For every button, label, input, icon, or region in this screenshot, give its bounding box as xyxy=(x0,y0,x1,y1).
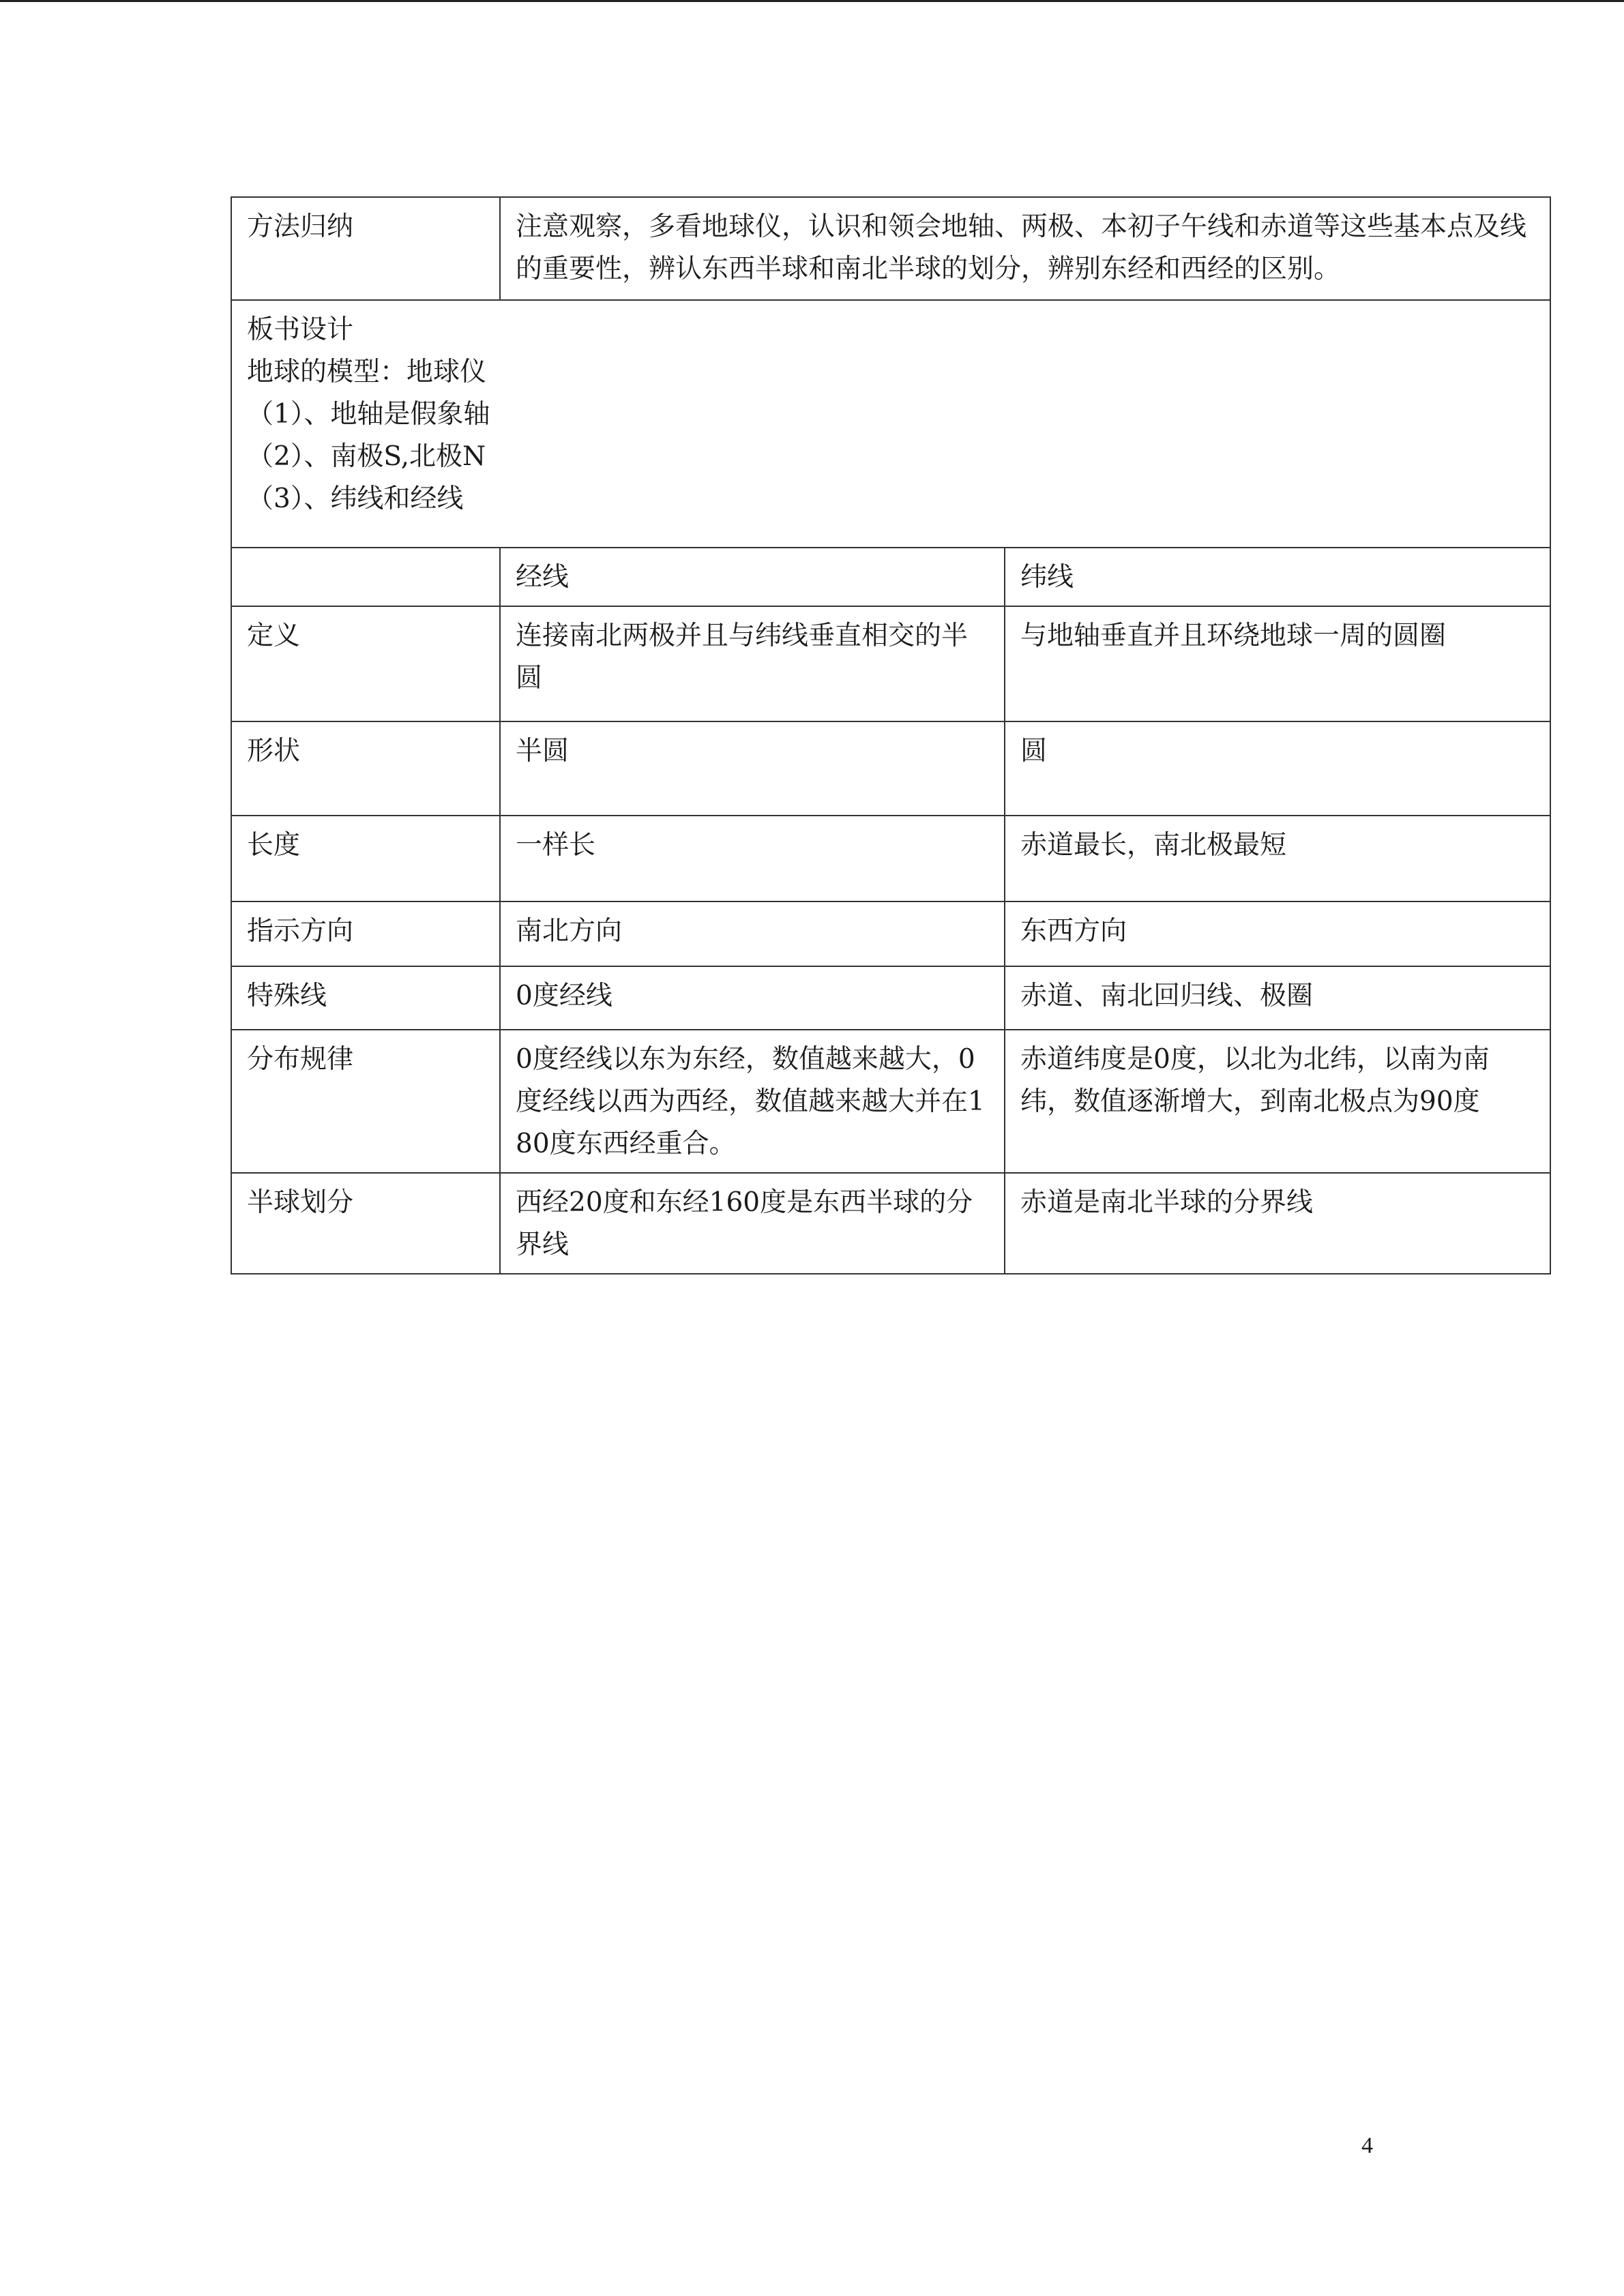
parallel-cell: 圆 xyxy=(1005,721,1550,816)
parallel-cell: 赤道、南北回归线、极圈 xyxy=(1005,966,1550,1030)
row-label: 半球划分 xyxy=(231,1173,500,1274)
parallel-cell: 赤道最长，南北极最短 xyxy=(1005,816,1550,901)
meridian-cell: 西经20度和东经160度是东西半球的分界线 xyxy=(500,1173,1005,1274)
row-label: 特殊线 xyxy=(231,966,500,1030)
board-design-line: （1）、地轴是假象轴 xyxy=(247,399,490,430)
comparison-row-hemisphere xyxy=(231,1173,1550,1274)
lesson-table xyxy=(231,196,1551,1274)
row-label: 长度 xyxy=(231,816,500,901)
parallel-cell: 赤道纬度是0度，以北为北纬，以南为南纬，数值逐渐增大，到南北极点为90度 xyxy=(1005,1030,1550,1173)
row-label: 指示方向 xyxy=(231,901,500,966)
method-summary-label: 方法归纳 xyxy=(231,197,500,300)
board-design-line: 地球的模型：地球仪 xyxy=(247,357,487,387)
meridian-cell: 连接南北两极并且与纬线垂直相交的半圆 xyxy=(500,606,1005,721)
row-label: 定义 xyxy=(231,606,500,721)
meridian-cell: 一样长 xyxy=(500,816,1005,901)
comparison-row-distribution xyxy=(231,1030,1550,1173)
parallel-cell: 东西方向 xyxy=(1005,901,1550,966)
comparison-header-parallel: 纬线 xyxy=(1005,548,1550,606)
comparison-header-row xyxy=(231,548,1550,606)
method-summary-text: 注意观察，多看地球仪，认识和领会地轴、两极、本初子午线和赤道等这些基本点及线的重要性，辨认东西半球和南北半球的划分，辨别东经和西经的区别。 xyxy=(500,197,1550,300)
meridian-cell: 南北方向 xyxy=(500,901,1005,966)
board-design-line: （3）、纬线和经线 xyxy=(247,483,464,514)
meridian-cell: 半圆 xyxy=(500,721,1005,816)
comparison-row-definition xyxy=(231,606,1550,721)
method-summary-row xyxy=(231,197,1550,300)
comparison-header-corner xyxy=(231,548,500,606)
comparison-row-length xyxy=(231,816,1550,901)
comparison-header-meridian: 经线 xyxy=(500,548,1005,606)
comparison-row-special-lines xyxy=(231,966,1550,1030)
comparison-row-shape xyxy=(231,721,1550,816)
board-design-line: （2）、南极S,北极N xyxy=(247,441,486,472)
row-label: 分布规律 xyxy=(231,1030,500,1173)
page-top-rule xyxy=(0,0,1624,2)
board-design-title: 板书设计 xyxy=(247,314,354,345)
comparison-row-direction xyxy=(231,901,1550,966)
page-number: 4 xyxy=(1361,2133,1373,2158)
parallel-cell: 赤道是南北半球的分界线 xyxy=(1005,1173,1550,1274)
meridian-cell: 0度经线 xyxy=(500,966,1005,1030)
board-design-cell xyxy=(231,300,1550,548)
row-label: 形状 xyxy=(231,721,500,816)
parallel-cell: 与地轴垂直并且环绕地球一周的圆圈 xyxy=(1005,606,1550,721)
board-design-row xyxy=(231,300,1550,548)
meridian-cell: 0度经线以东为东经，数值越来越大，0度经线以西为西经，数值越来越大并在180度东西经重合。 xyxy=(500,1030,1005,1173)
